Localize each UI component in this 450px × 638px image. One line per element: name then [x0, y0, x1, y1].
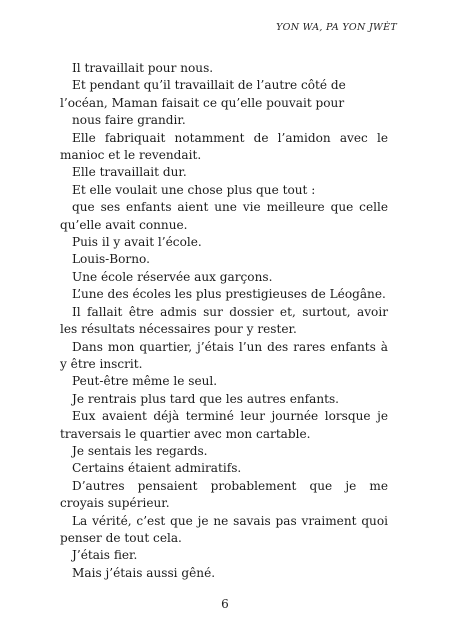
- paragraph: L’une des écoles les plus prestigieuses de Léogâne.: [72, 287, 386, 302]
- running-header: YON WA, PA YON JWÈT: [276, 22, 397, 33]
- paragraph: Dans mon quartier, j’étais l’un des rares enfants à y être inscrit.: [60, 339, 388, 371]
- paragraph: Et pendant qu’il travaillait de l’autre côté de l’océan, Maman faisait ce qu’elle pouvait pour: [60, 78, 346, 110]
- paragraph: Eux avaient déjà terminé leur journée lorsque je traversais le quartier avec mon cartable.: [60, 409, 388, 441]
- paragraph: Mais j’étais aussi gêné.: [72, 565, 216, 580]
- paragraph: Elle travaillait dur.: [72, 165, 187, 180]
- paragraph: Il travaillait pour nous.: [72, 61, 214, 75]
- paragraph: Je sentais les regards.: [72, 443, 208, 458]
- paragraph: Une école réservée aux garçons.: [72, 269, 273, 284]
- paragraph: J’étais fier.: [72, 548, 138, 563]
- paragraph: Puis il y avait l’école.: [72, 235, 202, 250]
- paragraph: D’autres pensaient probablement que je me croyais supérieur.: [60, 478, 388, 511]
- paragraph: nous faire grandir.: [72, 113, 186, 128]
- paragraph: Il fallait être admis sur dossier et, surtout, avoir les résultats nécessaires pour y rester.: [60, 304, 388, 337]
- paragraph: La vérité, c’est que je ne savais pas vraiment quoi penser de tout cela.: [60, 513, 388, 545]
- page-number: 6: [221, 597, 229, 611]
- body-text: [60, 60, 388, 582]
- paragraph: Je rentrais plus tard que les autres enfants.: [72, 391, 340, 406]
- paragraph: Certains étaient admiratifs.: [72, 461, 242, 476]
- paragraph: Peut-être même le seul.: [72, 374, 218, 389]
- paragraph: Elle fabriquait notamment de l’amidon avec le manioc et le revendait.: [60, 130, 388, 163]
- paragraph: Et elle voulait une chose plus que tout :: [72, 182, 316, 197]
- paragraph: Louis-Borno.: [72, 252, 150, 267]
- paragraph: que ses enfants aient une vie meilleure que celle qu’elle avait connue.: [60, 200, 388, 232]
